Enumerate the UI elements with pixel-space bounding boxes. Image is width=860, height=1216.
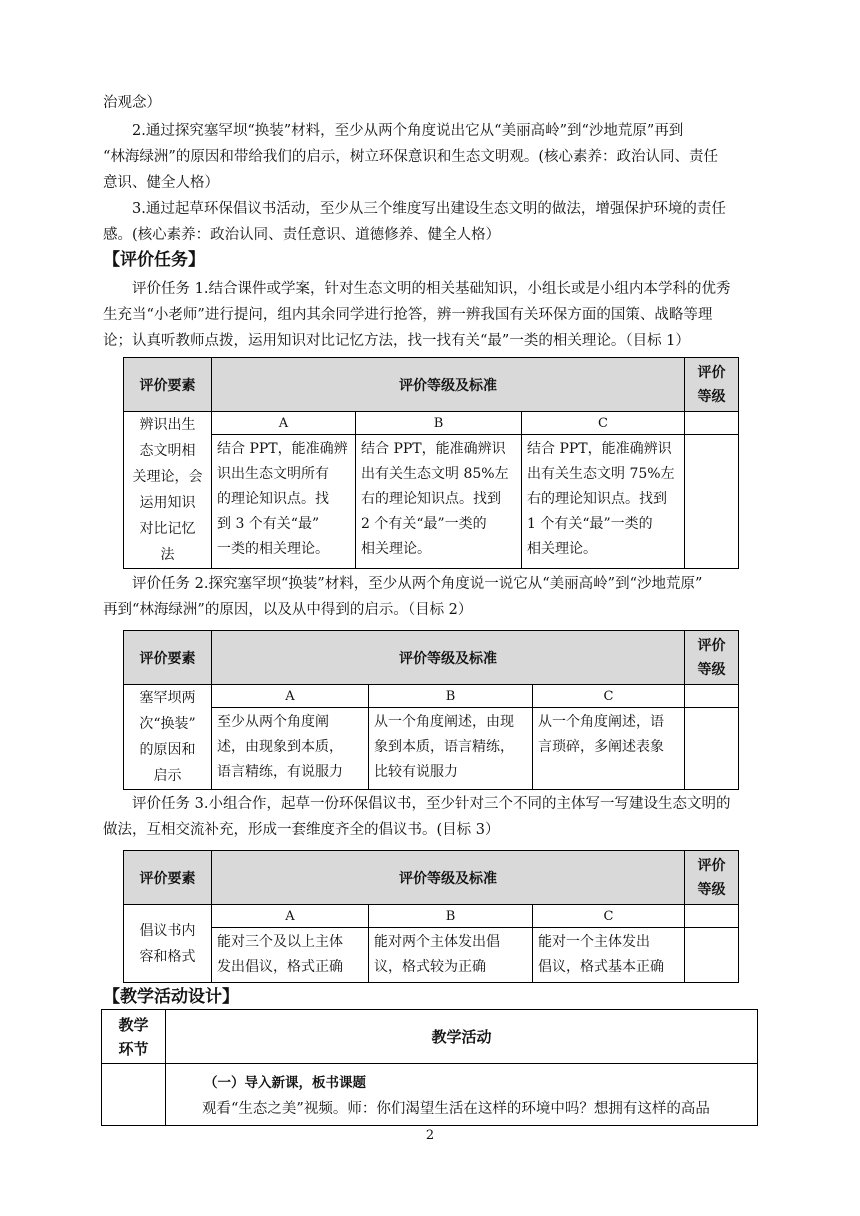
activity-stage-cell xyxy=(102,1064,166,1126)
grade-c-criteria: 从一个角度阐述，语 言琐碎，多阐述表象 xyxy=(533,708,685,790)
header-standard: 评价等级及标准 xyxy=(212,358,685,412)
grade-a-criteria: 至少从两个角度阐 述，由现象到本质， 语言精练，有说服力 xyxy=(212,708,369,790)
header-standard: 评价等级及标准 xyxy=(212,851,685,905)
evaluation-table-3 xyxy=(123,850,739,983)
evaluation-table-2 xyxy=(123,630,739,790)
grade-blank xyxy=(685,685,739,708)
header-element: 评价要素 xyxy=(124,358,212,412)
activity-table xyxy=(101,1009,758,1126)
activity-section-text: 观看“生态之美”视频。师：你们渴望生活在这样的环境中吗？想拥有这样的高品 xyxy=(202,1101,710,1117)
grade-b-label: B xyxy=(356,412,522,435)
header-element: 评价要素 xyxy=(124,851,212,905)
grade-c-label: C xyxy=(533,685,685,708)
grade-b-criteria: 结合 PPT，能准确辨识 出有关生态文明 85%左 右的理论知识点。找到 2 个有关“最”一类的 相关理论。 xyxy=(356,435,522,569)
section-heading-evaluation: 【评价任务】 xyxy=(103,250,205,270)
grade-c-label: C xyxy=(533,905,685,928)
grade-b-criteria: 从一个角度阐述，由现 象到本质，语言精练， 比较有说服力 xyxy=(369,708,533,790)
task1-text: 生充当“小老师”进行提问，组内其余同学进行抢答，辨一辨我国有关环保方面的国策、战略等理 xyxy=(103,307,713,323)
element-cell: 辨识出生 态文明相 关理论，会 运用知识 对比记忆 法 xyxy=(124,412,212,569)
grade-a-criteria: 能对三个及以上主体 发出倡议，格式正确 xyxy=(212,928,369,983)
grade-a-label: A xyxy=(212,685,369,708)
grade-blank xyxy=(685,435,739,569)
paragraph-line: “林海绿洲”的原因和带给我们的启示，树立环保意识和生态文明观。(核心素养：政治认同、责任 xyxy=(103,149,718,165)
paragraph-line: 意识、健全人格） xyxy=(103,175,219,191)
evaluation-table-1 xyxy=(123,357,739,569)
grade-a-label: A xyxy=(212,412,356,435)
header-grade: 评价 等级 xyxy=(685,631,739,685)
element-cell: 塞罕坝两 次“换装” 的原因和 启示 xyxy=(124,685,212,790)
activity-section-title: （一）导入新课，板书课题 xyxy=(204,1075,366,1091)
paragraph-line: 感。(核心素养：政治认同、责任意识、道德修养、健全人格） xyxy=(103,227,501,243)
task2-text: 评价任务 2.探究塞罕坝“换装”材料，至少从两个角度说一说它从“美丽高岭”到“沙地荒原” xyxy=(132,576,703,592)
task3-text: 评价任务 3.小组合作，起草一份环保倡议书，至少针对三个不同的主体写一写建设生态文明的 xyxy=(132,796,731,812)
grade-b-label: B xyxy=(369,685,533,708)
grade-blank xyxy=(685,928,739,983)
task2-text: 再到“林海绿洲”的原因，以及从中得到的启示。（目标 2） xyxy=(103,602,473,618)
section-heading-activity: 【教学活动设计】 xyxy=(103,987,239,1007)
paragraph-line: 3.通过起草环保倡议书活动，至少从三个维度写出建设生态文明的做法，增强保护环境的责任 xyxy=(132,201,726,217)
task3-text: 做法，互相交流补充，形成一套维度齐全的倡议书。(目标 3） xyxy=(103,822,500,838)
activity-content-cell xyxy=(166,1064,758,1126)
header-standard: 评价等级及标准 xyxy=(212,631,685,685)
header-element: 评价要素 xyxy=(124,631,212,685)
grade-c-criteria: 结合 PPT，能准确辨识 出有关生态文明 75%左 右的理论知识点。找到 1 个有关“最”一类的 相关理论。 xyxy=(522,435,685,569)
grade-b-criteria: 能对两个主体发出倡 议，格式较为正确 xyxy=(369,928,533,983)
activity-col-activity: 教学活动 xyxy=(166,1010,758,1064)
grade-c-label: C xyxy=(522,412,685,435)
grade-blank xyxy=(685,412,739,435)
task1-text: 评价任务 1.结合课件或学案，针对生态文明的相关基础知识，小组长或是小组内本学科的优秀 xyxy=(132,281,731,297)
header-grade: 评价 等级 xyxy=(685,358,739,412)
grade-a-label: A xyxy=(212,905,369,928)
paragraph-line: 治观念） xyxy=(103,95,161,111)
page-number: 2 xyxy=(425,1128,435,1143)
paragraph-line: 2.通过探究塞罕坝“换装”材料，至少从两个角度说出它从“美丽高岭”到“沙地荒原”再到 xyxy=(132,123,684,139)
activity-col-stage: 教学 环节 xyxy=(102,1010,166,1064)
header-grade: 评价 等级 xyxy=(685,851,739,905)
task1-text: 论；认真听教师点拨，运用知识对比记忆方法，找一找有关“最”一类的相关理论。（目标 1） xyxy=(103,333,690,349)
grade-blank xyxy=(685,708,739,790)
grade-a-criteria: 结合 PPT，能准确辨 识出生态文明所有 的理论知识点。找 到 3 个有关“最” 一类的相关理论。 xyxy=(212,435,356,569)
element-cell: 倡议书内 容和格式 xyxy=(124,905,212,983)
grade-b-label: B xyxy=(369,905,533,928)
grade-c-criteria: 能对一个主体发出 倡议，格式基本正确 xyxy=(533,928,685,983)
grade-blank xyxy=(685,905,739,928)
